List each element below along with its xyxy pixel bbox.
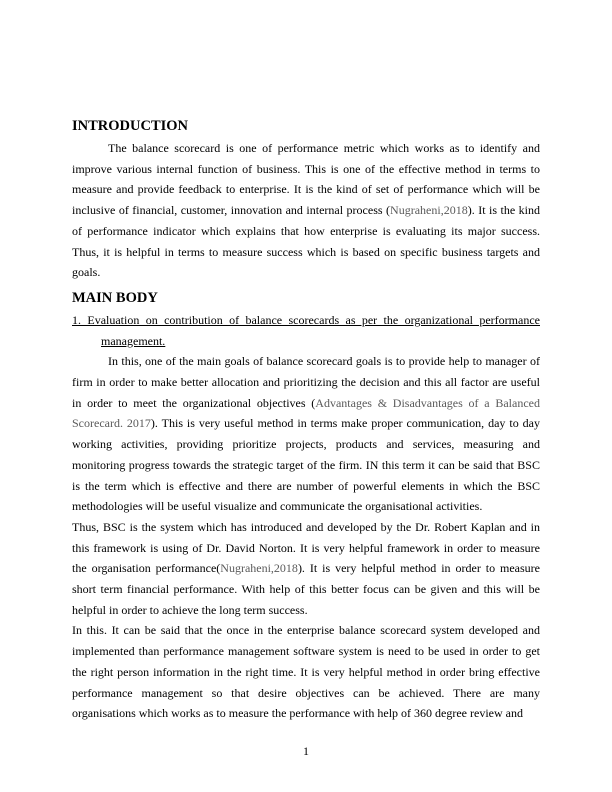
- intro-text-part1: The balance scorecard is one of performance metric which works as to identify and improve various internal function of business. This is one of the effective method in terms to measure and provide feedback to enterprise. It is the kind of set of performance which will be inclusive of financial, customer, innovation and internal process (: [72, 141, 540, 218]
- main-body-paragraph-1: [72, 351, 540, 517]
- intro-citation: Nugraheni,2018: [390, 203, 468, 218]
- main-p2-citation: Nugraheni,2018: [220, 561, 298, 576]
- main-p2-text-part2: ). It is very helpful method in order to measure short term financial performance. With help of this better focus can be given and this will be helpful in order to achieve the long term success.: [72, 561, 541, 617]
- main-body-paragraph-2: [72, 517, 540, 621]
- main-body-heading: MAIN BODY: [72, 289, 158, 306]
- main-p2-text-part1: Thus, BSC is the system which has introduced and developed by the Dr. Robert Kaplan and in this framework is using of Dr. David Norton. It is very helpful framework in order to measure the organisation performance(: [72, 519, 540, 576]
- main-p1-text-part1: In this, one of the main goals of balance scorecard goals is to provide help to manager of firm in order to make better allocation and prioritizing the decision and this all factor are useful in order to meet the organizational objectives (: [72, 354, 540, 410]
- page-number: 1: [303, 744, 309, 758]
- section-subheading: 1. Evaluation on contribution of balance scorecards as per the organizational performance management.: [72, 312, 540, 348]
- main-p1-citation: Advantages & Disadvantages of a Balanced Scorecard. 2017: [72, 395, 540, 431]
- intro-text-part2: ). It is the kind of performance indicator which explains that how enterprise is evaluating its major success. Thus, it is helpful in terms to measure success which is based on specific business targets and goals.: [72, 203, 541, 280]
- introduction-paragraph: [72, 138, 540, 283]
- main-p1-text-part2: ). This is very useful method in terms make proper communication, day to day working activities, providing prioritize projects, products and services, measuring and monitoring progress towards the strategic target of the firm. IN this term it can be said that BSC is the term which is effective and there are number of powerful elements in which the BSC methodologies will be useful visualize and communicate the organisational activities.: [72, 416, 540, 514]
- introduction-heading: INTRODUCTION: [72, 118, 189, 134]
- document-page: [72, 116, 540, 724]
- main-body-paragraph-3: In this. It can be said that the once in the enterprise balance scorecard system developed and implemented than performance management software system is need to be used in order to get the right person information in the right time. It is very helpful method in order bring effective performance management so that desire objectives can be achieved. There are many organisations which works as to measure the performance with help of 360 degree review and: [72, 623, 540, 721]
